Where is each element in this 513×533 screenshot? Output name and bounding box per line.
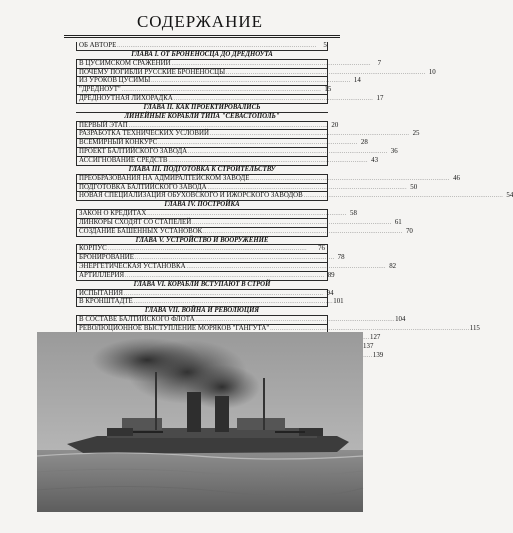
toc-entry-label: РЕВОЛЮЦИОННОЕ ВЫСТУПЛЕНИЕ МОРЯКОВ "ГАНГУТА"	[79, 325, 270, 332]
toc-page-number: 46	[453, 174, 460, 182]
toc-page-number: 25	[412, 130, 420, 138]
battleship-photo	[37, 332, 363, 512]
toc-entry	[76, 263, 397, 272]
toc-page-number: 101	[333, 298, 344, 306]
toc-page-number: 50	[410, 183, 418, 191]
toc-page-number: 36	[390, 148, 398, 156]
toc-entry	[76, 298, 344, 307]
toc-chapter-heading: ЛИНЕЙНЫЕ КОРАБЛИ ТИПА "СЕВАСТОПОЛЬ"	[76, 113, 328, 122]
toc-page-number: 54	[506, 192, 513, 200]
toc-entry	[76, 156, 379, 166]
toc-entry	[76, 86, 332, 95]
toc-entry-label: ОБ АВТОРЕ	[79, 42, 117, 49]
toc-entry	[76, 68, 436, 78]
toc-chapter-heading: ГЛАВА II. КАК ПРОЕКТИРОВАЛИСЬ	[76, 104, 328, 113]
toc-entry	[76, 218, 402, 228]
toc-page-number: 7	[377, 59, 382, 67]
toc-entry	[76, 245, 328, 254]
toc-entry-label: ПОЧЕМУ ПОГИБЛИ РУССКИЕ БРОНЕНОСЦЫ	[79, 68, 226, 76]
title-divider-second	[64, 37, 340, 38]
toc-entry	[76, 183, 418, 193]
toc-entry-label: В ЦУСИМСКОМ СРАЖЕНИИ	[79, 59, 171, 67]
toc-entry	[76, 210, 357, 219]
toc-entry	[76, 227, 413, 237]
toc-page-number: 137	[363, 342, 374, 350]
toc-leader-dots	[304, 192, 503, 202]
toc-page-number: 139	[372, 351, 384, 359]
toc-page-number: 70	[405, 227, 413, 235]
toc-chapter-heading: ГЛАВА IV. ПОСТРОЙКА	[76, 201, 328, 210]
page-title: СОДЕРЖАНИЕ	[136, 12, 264, 31]
toc-entry-label: АРТИЛЛЕРИЯ	[79, 271, 125, 279]
toc-page-number: 58	[350, 210, 357, 218]
toc-page-number: 10	[428, 68, 436, 76]
toc-chapter-heading: ГЛАВА VII. ВОЙНА И РЕВОЛЮЦИЯ	[76, 307, 328, 316]
toc-entry	[76, 254, 345, 263]
toc-entry-label: БРОНИРОВАНИЕ	[79, 254, 134, 262]
toc-entry-label: ЭНЕРГЕТИЧЕСКАЯ УСТАНОВКА	[79, 263, 186, 271]
toc-page-number: 76	[318, 245, 325, 253]
toc-entry-label: ПЕРВЫЙ ЭТАП	[79, 121, 128, 129]
toc-entry	[76, 174, 460, 184]
toc-entry	[76, 271, 335, 281]
toc-page-number: 17	[376, 95, 384, 103]
toc-entry	[76, 192, 513, 201]
toc-entry-label: ЗАКОН О КРЕДИТАХ	[79, 210, 147, 218]
toc-page-number: 61	[394, 218, 402, 226]
toc-entry	[76, 289, 334, 299]
toc-chapter-heading: ГЛАВА III. ПОДГОТОВКА К СТРОИТЕЛЬСТВУ	[76, 166, 328, 175]
toc-page-number: 127	[370, 333, 381, 341]
toc-entry	[76, 77, 361, 86]
toc-page-number: 104	[395, 316, 406, 324]
toc-entry	[76, 95, 384, 104]
toc-entry	[76, 130, 420, 139]
toc-entry-label: "ДРЕДНОУТ"	[79, 86, 121, 94]
toc-entry-label: ИСПЫТАНИЯ	[79, 289, 123, 297]
toc-entry	[76, 42, 328, 51]
title-divider	[64, 35, 340, 36]
toc-entry-label: ПОДГОТОВКА БАЛТИЙСКОГО ЗАВОДА	[79, 183, 207, 191]
toc-entry-label: ПРЕОБРАЗОВАНИЯ НА АДМИРАЛТЕЙСКОМ ЗАВОДЕ	[79, 174, 250, 182]
toc-entry-label: КОРПУС	[79, 245, 107, 253]
toc-chapter-heading: ГЛАВА VI. КОРАБЛИ ВСТУПАЮТ В СТРОЙ	[76, 281, 328, 290]
toc-page-number: 20	[331, 121, 339, 129]
toc-page-number: 14	[353, 77, 361, 85]
toc-page-number: 78	[337, 254, 345, 262]
toc-entry-label: ДРЕДНОУТНАЯ ЛИХОРАДКА	[79, 95, 173, 103]
toc-entry-label: ПРОЕКТ БАЛТИЙСКОГО ЗАВОДА	[79, 148, 188, 156]
table-of-contents	[76, 42, 513, 360]
toc-entry	[76, 59, 382, 69]
toc-page-number: 94	[326, 289, 334, 297]
toc-entry-label: ИЗ УРОКОВ ЦУСИМЫ	[79, 77, 151, 85]
toc-entry-label: НОВАЯ СПЕЦИАЛИЗАЦИЯ ОБУХОВСКОГО И ИЖОРСКОГО ЗАВОДОВ	[79, 192, 303, 200]
toc-entry-label: СОЗДАНИЕ БАШЕННЫХ УСТАНОВОК	[79, 227, 203, 235]
toc-page-number: 89	[327, 271, 335, 279]
toc-entry-label: РАЗРАБОТКА ТЕХНИЧЕСКИХ УСЛОВИЙ	[79, 130, 209, 138]
toc-chapter-heading: ГЛАВА I. ОТ БРОНЕНОСЦА ДО ДРЕДНОУТА	[76, 51, 328, 60]
toc-chapter-heading: ГЛАВА V. УСТРОЙСТВО И ВООРУЖЕНИЕ	[76, 237, 328, 246]
toc-entry-label: ЛИНКОРЫ СХОДЯТ СО СТАПЕЛЕЙ	[79, 218, 192, 226]
toc-entry	[76, 139, 368, 148]
toc-entry-label: В КРОНШТАДТЕ	[79, 298, 133, 306]
toc-entry-label: ВСЕМИРНЫЙ КОНКУРС	[79, 139, 158, 147]
battleship-photo-drawing	[37, 332, 363, 512]
toc-entry-label: В СОСТАВЕ БАЛТИЙСКОГО ФЛОТА	[79, 316, 195, 324]
toc-entry	[76, 148, 398, 157]
toc-page-number: 5	[323, 42, 327, 49]
toc-entry	[76, 316, 406, 325]
toc-page-number: 28	[360, 139, 368, 147]
toc-entry-label: АССИГНОВАНИЕ СРЕДСТВ	[79, 156, 168, 164]
toc-page-number: 43	[371, 156, 379, 164]
toc-page-number: 15	[324, 86, 332, 94]
toc-page-number: 82	[389, 263, 397, 271]
toc-page-number: 115	[469, 325, 480, 332]
